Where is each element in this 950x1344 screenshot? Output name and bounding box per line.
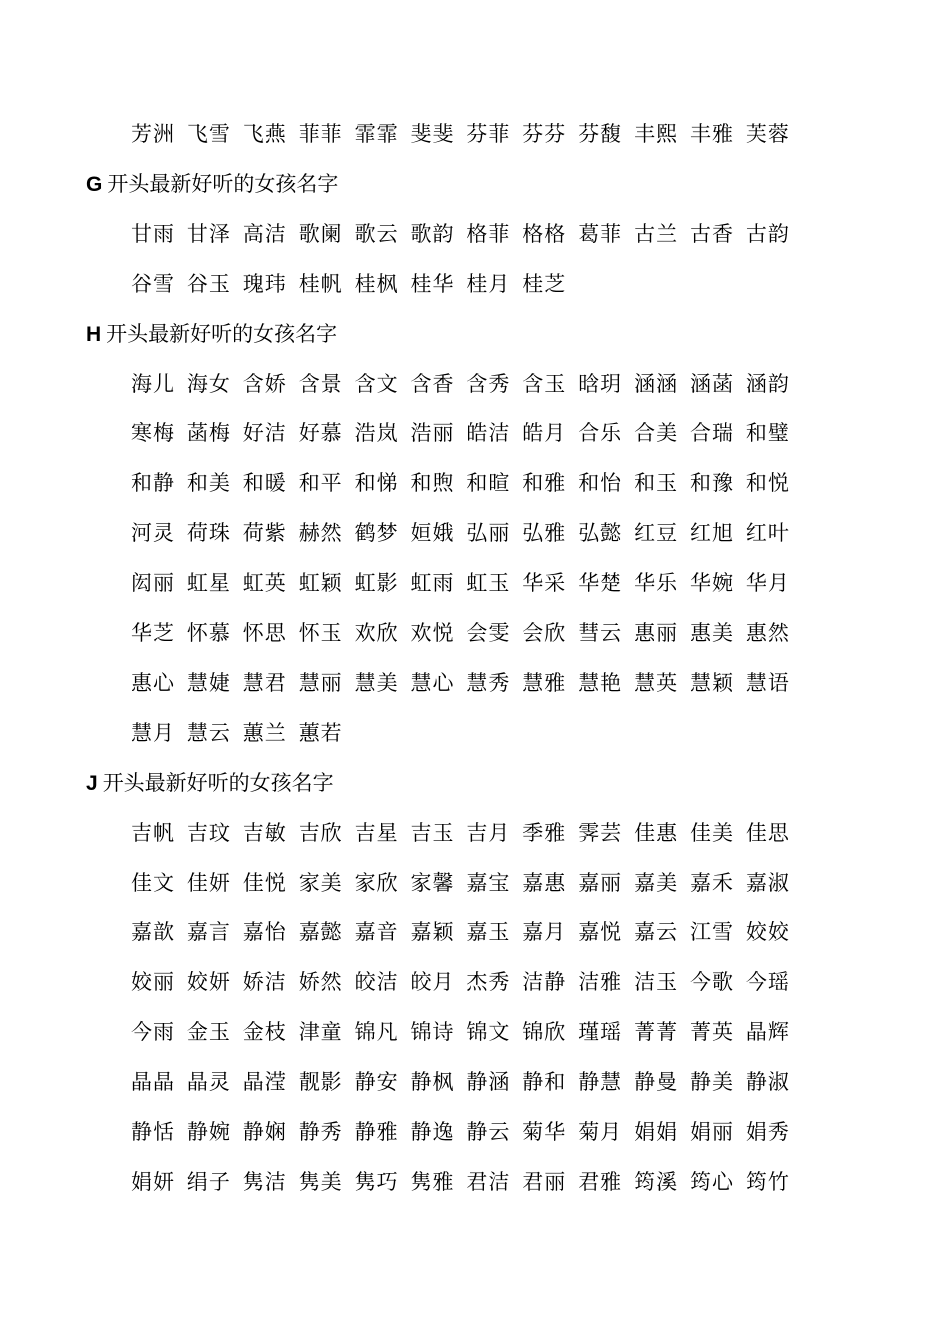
- girl-name: 吉帆: [131, 820, 175, 845]
- girl-name: 季雅: [522, 820, 567, 845]
- girl-name: 涵菡: [690, 371, 734, 396]
- girl-name: 嘉丽: [578, 870, 623, 895]
- girl-name: 津童: [298, 1020, 343, 1045]
- girl-name: 娟妍: [131, 1169, 175, 1194]
- girl-name: 荷珠: [186, 521, 231, 546]
- girl-name: 慧语: [745, 670, 790, 695]
- girl-name: 怀玉: [298, 621, 343, 645]
- girl-name: 吉月: [466, 820, 511, 845]
- girl-name: 晗玥: [578, 371, 623, 396]
- girl-name: 静逸: [410, 1120, 455, 1144]
- name-row: [0, 1164, 950, 1214]
- girl-name: 虹英: [242, 571, 287, 596]
- girl-name: 菲菲: [298, 122, 343, 146]
- girl-name: 合乐: [578, 421, 623, 446]
- girl-name: 慧英: [634, 670, 679, 695]
- girl-name: 皎月: [410, 970, 455, 995]
- girl-name: 和静: [131, 471, 175, 496]
- name-row: [0, 665, 950, 715]
- girl-name: 菁英: [690, 1020, 734, 1045]
- girl-name: 娇洁: [242, 970, 287, 995]
- girl-name: 娟丽: [690, 1120, 734, 1144]
- girl-name: 慧丽: [298, 670, 343, 695]
- girl-name: 飞燕: [242, 122, 287, 146]
- girl-name: 慧秀: [466, 670, 511, 695]
- girl-name: 金枝: [242, 1020, 287, 1045]
- girl-name: 荷紫: [242, 521, 287, 546]
- girl-name: 弘懿: [578, 521, 623, 546]
- girl-name: 鹤梦: [354, 521, 399, 546]
- girl-name: 桂帆: [298, 271, 343, 296]
- girl-name: 虹玉: [466, 571, 511, 596]
- girl-name: 会雯: [466, 621, 511, 645]
- girl-name: 虹影: [354, 571, 399, 596]
- girl-name: 慧云: [186, 720, 231, 745]
- girl-name: 姣丽: [131, 970, 175, 995]
- girl-name: 红豆: [634, 521, 679, 546]
- girl-name: 江雪: [690, 920, 734, 945]
- girl-name: 和雅: [522, 471, 567, 496]
- girl-name: 欢欣: [354, 621, 399, 645]
- girl-name: 霁芸: [578, 820, 623, 845]
- girl-name: 惠然: [745, 621, 790, 645]
- girl-name: 古兰: [634, 221, 679, 246]
- girl-name: 含娇: [242, 371, 287, 396]
- girl-name: 蕙若: [298, 720, 343, 745]
- girl-name: 筠竹: [745, 1169, 790, 1194]
- name-row: [0, 266, 950, 316]
- girl-name: 惠美: [690, 621, 734, 645]
- girl-name: 静恬: [131, 1120, 175, 1144]
- girl-name: 涵涵: [634, 371, 679, 396]
- girl-name: 慧心: [410, 670, 455, 695]
- section-title: 开头最新好听的女孩名字: [102, 770, 334, 795]
- girl-name: 高洁: [242, 221, 287, 246]
- girl-name: 歌云: [354, 221, 399, 246]
- girl-name: 桂枫: [354, 271, 399, 296]
- girl-name: 晶晶: [131, 1070, 175, 1095]
- girl-name: 含景: [298, 371, 343, 396]
- girl-name: 筠心: [690, 1169, 734, 1194]
- girl-name: 葛菲: [578, 221, 623, 246]
- girl-name: 君洁: [466, 1169, 511, 1194]
- girl-name: 菡梅: [186, 421, 231, 446]
- girl-name: 红叶: [745, 521, 790, 546]
- girl-name: 欢悦: [410, 621, 455, 645]
- girl-name: 君雅: [578, 1169, 623, 1194]
- girl-name: 静雅: [354, 1120, 399, 1144]
- girl-name: 和豫: [690, 471, 734, 496]
- girl-name: 芳洲: [131, 122, 175, 146]
- name-row: [0, 116, 950, 166]
- girl-name: 静秀: [298, 1120, 343, 1144]
- girl-name: 静淑: [745, 1070, 790, 1095]
- girl-name: 华月: [745, 571, 790, 596]
- girl-name: 金玉: [186, 1020, 231, 1045]
- girl-name: 皓洁: [466, 421, 511, 446]
- girl-name: 蕙兰: [242, 720, 287, 745]
- girl-name: 格格: [522, 221, 567, 246]
- girl-name: 海女: [186, 371, 231, 396]
- girl-name: 桂芝: [522, 271, 567, 296]
- girl-name: 合美: [634, 421, 679, 446]
- girl-name: 华婉: [690, 571, 734, 596]
- girl-name: 斐斐: [410, 122, 455, 146]
- girl-name: 嘉禾: [690, 870, 734, 895]
- girl-name: 飞雪: [186, 122, 231, 146]
- girl-name: 含秀: [466, 371, 511, 396]
- girl-name: 嘉言: [186, 920, 231, 945]
- girl-name: 嘉美: [634, 870, 679, 895]
- girl-name: 会欣: [522, 621, 567, 645]
- name-row: [0, 914, 950, 964]
- girl-name: 嘉云: [634, 920, 679, 945]
- girl-name: 吉欣: [298, 820, 343, 845]
- name-row: [0, 865, 950, 915]
- girl-name: 佳文: [131, 870, 175, 895]
- name-row: [0, 615, 950, 665]
- girl-name: 芬菲: [466, 122, 511, 146]
- girl-name: 今歌: [690, 970, 734, 995]
- girl-name: 静曼: [634, 1070, 679, 1095]
- girl-name: 晶滢: [242, 1070, 287, 1095]
- girl-name: 古韵: [745, 221, 790, 246]
- girl-name: 格菲: [466, 221, 511, 246]
- name-row: [0, 1064, 950, 1114]
- girl-name: 静安: [354, 1070, 399, 1095]
- section-heading-g: [86, 166, 338, 216]
- girl-name: 芙蓉: [745, 122, 790, 146]
- girl-name: 弘雅: [522, 521, 567, 546]
- girl-name: 虹颖: [298, 571, 343, 596]
- girl-name: 和美: [186, 471, 231, 496]
- girl-name: 和暄: [466, 471, 511, 496]
- girl-name: 浩岚: [354, 421, 399, 446]
- girl-name: 嘉懿: [298, 920, 343, 945]
- girl-name: 赫然: [298, 521, 343, 546]
- girl-name: 娟娟: [634, 1120, 679, 1144]
- girl-name: 菊华: [522, 1120, 567, 1144]
- girl-name: 丰雅: [690, 122, 734, 146]
- section-letter: G: [86, 172, 103, 196]
- name-row: [0, 465, 950, 515]
- girl-name: 锦诗: [410, 1020, 455, 1045]
- girl-name: 嘉淑: [745, 870, 790, 895]
- girl-name: 静娴: [242, 1120, 287, 1144]
- girl-name: 嘉颖: [410, 920, 455, 945]
- girl-name: 彗云: [578, 621, 623, 645]
- girl-name: 嘉宝: [466, 870, 511, 895]
- girl-name: 虹星: [186, 571, 231, 596]
- girl-name: 瑾瑶: [578, 1020, 623, 1045]
- section-title: 开头最新好听的女孩名字: [107, 171, 339, 196]
- girl-name: 寒梅: [131, 421, 175, 446]
- girl-name: 红旭: [690, 521, 734, 546]
- girl-name: 君丽: [522, 1169, 567, 1194]
- section-letter: H: [86, 322, 102, 346]
- girl-name: 皓月: [522, 421, 567, 446]
- girl-name: 娟秀: [745, 1120, 790, 1144]
- girl-name: 吉玉: [410, 820, 455, 845]
- girl-name: 佳思: [745, 820, 790, 845]
- girl-name: 吉敏: [242, 820, 287, 845]
- girl-name: 隽雅: [410, 1169, 455, 1194]
- girl-name: 丰熙: [634, 122, 679, 146]
- girl-name: 和平: [298, 471, 343, 496]
- girl-name: 洁静: [522, 970, 567, 995]
- girl-name: 甘泽: [186, 221, 231, 246]
- name-row: [0, 366, 950, 416]
- girl-name: 和煦: [410, 471, 455, 496]
- girl-name: 甘雨: [131, 221, 175, 246]
- girl-name: 慧艳: [578, 670, 623, 695]
- girl-name: 佳妍: [186, 870, 231, 895]
- girl-name: 静涵: [466, 1070, 511, 1095]
- girl-name: 慧雅: [522, 670, 567, 695]
- girl-name: 桂华: [410, 271, 455, 296]
- girl-name: 佳悦: [242, 870, 287, 895]
- girl-name: 弘丽: [466, 521, 511, 546]
- girl-name: 河灵: [131, 521, 175, 546]
- girl-name: 靓影: [298, 1070, 343, 1095]
- girl-name: 菁菁: [634, 1020, 679, 1045]
- girl-name: 浩丽: [410, 421, 455, 446]
- girl-name: 闳丽: [131, 571, 175, 596]
- girl-name: 含玉: [522, 371, 567, 396]
- girl-name: 古香: [690, 221, 734, 246]
- girl-name: 静和: [522, 1070, 567, 1095]
- girl-name: 锦文: [466, 1020, 511, 1045]
- girl-name: 隽洁: [242, 1169, 287, 1194]
- name-row: [0, 1114, 950, 1164]
- girl-name: 芬馥: [578, 122, 623, 146]
- girl-name: 嘉月: [522, 920, 567, 945]
- girl-name: 涵韵: [745, 371, 790, 396]
- girl-name: 和玉: [634, 471, 679, 496]
- girl-name: 姣姣: [745, 920, 790, 945]
- girl-name: 隽巧: [354, 1169, 399, 1194]
- girl-name: 晶辉: [745, 1020, 790, 1045]
- section-title: 开头最新好听的女孩名字: [106, 321, 338, 346]
- girl-name: 歌韵: [410, 221, 455, 246]
- girl-name: 筠溪: [634, 1169, 679, 1194]
- girl-name: 含香: [410, 371, 455, 396]
- girl-name: 怀慕: [186, 621, 231, 645]
- section-heading-h: [86, 316, 337, 366]
- girl-name: 今瑶: [745, 970, 790, 995]
- name-row: [0, 815, 950, 865]
- girl-name: 今雨: [131, 1020, 175, 1045]
- girl-name: 慧婕: [186, 670, 231, 695]
- girl-name: 吉玟: [186, 820, 231, 845]
- girl-name: 杰秀: [466, 970, 511, 995]
- name-row: [0, 565, 950, 615]
- girl-name: 好慕: [298, 421, 343, 446]
- girl-name: 嘉惠: [522, 870, 567, 895]
- girl-name: 和暖: [242, 471, 287, 496]
- girl-name: 慧君: [242, 670, 287, 695]
- girl-name: 家欣: [354, 870, 399, 895]
- girl-name: 静枫: [410, 1070, 455, 1095]
- girl-name: 洁雅: [578, 970, 623, 995]
- girl-name: 合瑞: [690, 421, 734, 446]
- girl-name: 锦欣: [522, 1020, 567, 1045]
- girl-name: 慧月: [131, 720, 175, 745]
- name-row: [0, 216, 950, 266]
- girl-name: 华楚: [578, 571, 623, 596]
- name-row: [0, 1014, 950, 1064]
- girl-name: 姮娥: [410, 521, 455, 546]
- girl-name: 家馨: [410, 870, 455, 895]
- girl-name: 霏霏: [354, 122, 399, 146]
- girl-name: 和悦: [745, 471, 790, 496]
- girl-name: 静云: [466, 1120, 511, 1144]
- girl-name: 皎洁: [354, 970, 399, 995]
- girl-name: 静美: [690, 1070, 734, 1095]
- girl-name: 吉星: [354, 820, 399, 845]
- girl-name: 和璧: [745, 421, 790, 446]
- name-row: [0, 964, 950, 1014]
- girl-name: 好洁: [242, 421, 287, 446]
- girl-name: 慧美: [354, 670, 399, 695]
- girl-name: 谷玉: [186, 271, 231, 296]
- section-heading-j: [86, 765, 334, 815]
- girl-name: 慧颖: [690, 670, 734, 695]
- girl-name: 谷雪: [131, 271, 175, 296]
- girl-name: 佳惠: [634, 820, 679, 845]
- girl-name: 瑰玮: [242, 271, 287, 296]
- name-row: [0, 715, 950, 765]
- girl-name: 虹雨: [410, 571, 455, 596]
- girl-name: 洁玉: [634, 970, 679, 995]
- girl-name: 静婉: [186, 1120, 231, 1144]
- girl-name: 桂月: [466, 271, 511, 296]
- girl-name: 歌阑: [298, 221, 343, 246]
- girl-name: 菊月: [578, 1120, 623, 1144]
- girl-name: 芬芬: [522, 122, 567, 146]
- girl-name: 惠丽: [634, 621, 679, 645]
- girl-name: 嘉玉: [466, 920, 511, 945]
- girl-name: 含文: [354, 371, 399, 396]
- girl-name: 和悌: [354, 471, 399, 496]
- girl-name: 静慧: [578, 1070, 623, 1095]
- girl-name: 佳美: [690, 820, 734, 845]
- girl-name: 嘉歆: [131, 920, 175, 945]
- section-letter: J: [86, 771, 98, 795]
- girl-name: 华乐: [634, 571, 679, 596]
- girl-name: 嘉怡: [242, 920, 287, 945]
- girl-name: 和怡: [578, 471, 623, 496]
- name-row: [0, 515, 950, 565]
- name-row: [0, 415, 950, 465]
- girl-name: 家美: [298, 870, 343, 895]
- girl-name: 隽美: [298, 1169, 343, 1194]
- girl-name: 晶灵: [186, 1070, 231, 1095]
- girl-name: 惠心: [131, 670, 175, 695]
- girl-name: 怀思: [242, 621, 287, 645]
- girl-name: 锦凡: [354, 1020, 399, 1045]
- girl-name: 华芝: [131, 621, 175, 645]
- girl-name: 绢子: [186, 1169, 231, 1194]
- girl-name: 华采: [522, 571, 567, 596]
- girl-name: 嘉悦: [578, 920, 623, 945]
- girl-name: 姣妍: [186, 970, 231, 995]
- girl-name: 嘉音: [354, 920, 399, 945]
- girl-name: 海儿: [131, 371, 175, 396]
- girl-name: 娇然: [298, 970, 343, 995]
